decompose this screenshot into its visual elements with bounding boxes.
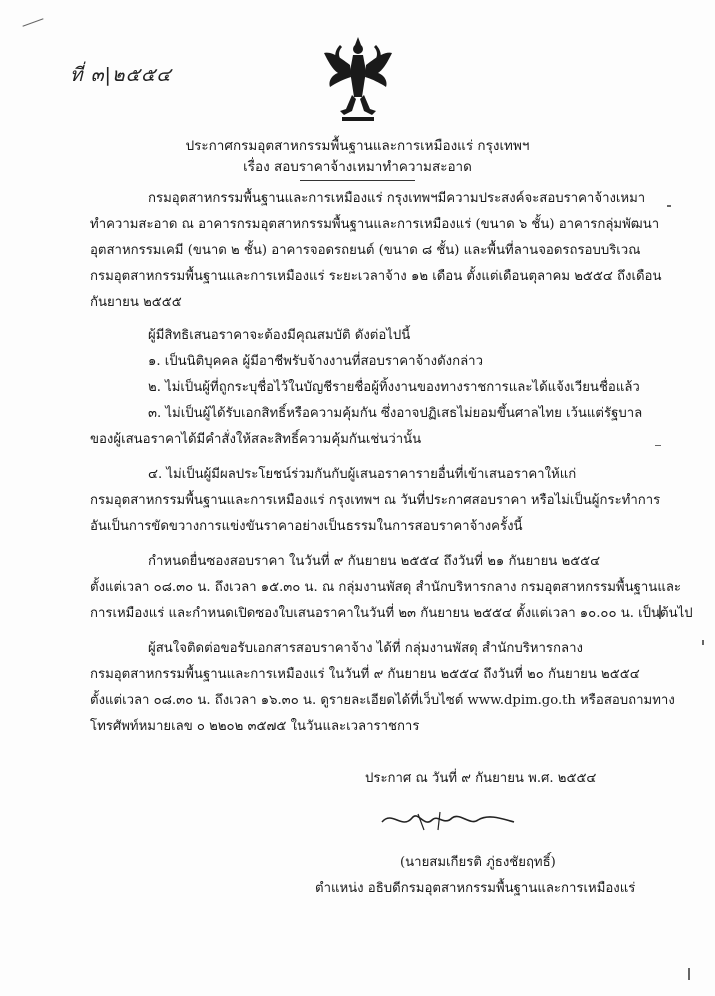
scan-mark bbox=[688, 968, 690, 980]
announcement-date: ประกาศ ณ วันที่ ๙ กันยายน พ.ศ. ๒๕๕๔ bbox=[365, 771, 597, 786]
submission-paragraph-cont: การเหมืองแร่ และกำหนดเปิดซองใบเสนอราคาในวันที่ ๒๓ กันยายน ๒๕๕๔ ตั้งแต่เวลา ๑๐.๐๐ น. เป็นต้นไป bbox=[90, 606, 693, 621]
contact-paragraph-cont: ตั้งแต่เวลา ๐๘.๓๐ น. ถึงเวลา ๑๖.๓๐ น. ดูรายละเอียดได้ที่เว็บไซต์ www.dpim.go.th หรือสอบถามทาง bbox=[90, 693, 675, 708]
qualification-3: ๓. ไม่เป็นผู้ได้รับเอกสิทธิ์หรือความคุ้มกัน ซึ่งอาจปฏิเสธไม่ยอมขึ้นศาลไทย เว้นแต่รัฐบาล bbox=[148, 406, 643, 421]
handwritten-document-number: ที่ ๓|๒๕๕๔ bbox=[70, 64, 172, 86]
qualification-4-cont: อันเป็นการขัดขวางการแข่งขันราคาอย่างเป็นธรรมในการสอบราคาจ้างครั้งนี้ bbox=[90, 519, 523, 534]
qualification-3-cont: ของผู้เสนอราคาได้มีคำสั่งให้สละสิทธิ์ความคุ้มกันเช่นว่านั้น bbox=[90, 432, 422, 447]
contact-paragraph-cont: กรมอุตสาหกรรมพื้นฐานและการเหมืองแร่ ในวันที่ ๙ กันยายน ๒๕๕๔ ถึงวันที่ ๒๐ กันยายน ๒๕๕๔ bbox=[90, 667, 640, 682]
garuda-emblem-icon bbox=[320, 35, 396, 123]
signature-icon bbox=[378, 800, 518, 840]
intro-line: อุตสาหกรรมเคมี (ขนาด ๒ ชั้น) อาคารจอดรถยนต์ (ขนาด ๘ ชั้น) และพื้นที่ลานจอดรถรอบบริเวณ bbox=[90, 243, 641, 258]
qualifications-heading: ผู้มีสิทธิเสนอราคาจะต้องมีคุณสมบัติ ดังต่อไปนี้ bbox=[148, 328, 411, 343]
scan-mark bbox=[702, 640, 704, 645]
intro-line: กรมอุตสาหกรรมพื้นฐานและการเหมืองแร่ ระยะเวลาจ้าง ๑๒ เดือน ตั้งแต่เดือนตุลาคม ๒๕๕๔ ถึงเดือน bbox=[90, 269, 662, 284]
title-divider bbox=[300, 180, 415, 181]
scan-mark bbox=[655, 445, 661, 446]
signer-name: (นายสมเกียรติ ภู่ธงชัยฤทธิ์) bbox=[400, 855, 556, 870]
signer-title: ตำแหน่ง อธิบดีกรมอุตสาหกรรมพื้นฐานและการเหมืองแร่ bbox=[315, 881, 636, 896]
qualification-1: ๑. เป็นนิติบุคคล ผู้มีอาชีพรับจ้างงานที่สอบราคาจ้างดังกล่าว bbox=[148, 354, 483, 369]
intro-line: กันยายน ๒๕๕๕ bbox=[90, 295, 182, 310]
submission-paragraph: กำหนดยื่นซองสอบราคา ในวันที่ ๙ กันยายน ๒๕๕๔ ถึงวันที่ ๒๑ กันยายน ๒๕๕๔ bbox=[148, 554, 601, 569]
qualification-2: ๒. ไม่เป็นผู้ที่ถูกระบุชื่อไว้ในบัญชีรายชื่อผู้ทิ้งงานของทางราชการและได้แจ้งเวียนชื่อแล้ว bbox=[148, 380, 640, 395]
qualification-4: ๔. ไม่เป็นผู้มีผลประโยชน์ร่วมกันกับผู้เสนอราคารายอื่นที่เข้าเสนอราคาให้แก่ bbox=[148, 467, 577, 482]
intro-line: ทำความสะอาด ณ อาคารกรมอุตสาหกรรมพื้นฐานและการเหมืองแร่ (ขนาด ๖ ชั้น) อาคารกลุ่มพัฒนา bbox=[90, 217, 660, 232]
submission-paragraph-cont: ตั้งแต่เวลา ๐๘.๓๐ น. ถึงเวลา ๑๕.๓๐ น. ณ กลุ่มงานพัสดุ สำนักบริหารกลาง กรมอุตสาหกรรมพื้นฐานและ bbox=[90, 580, 681, 595]
scan-mark bbox=[22, 18, 43, 26]
announcement-subject: เรื่อง สอบราคาจ้างเหมาทำความสะอาด bbox=[243, 159, 472, 175]
qualification-4-cont: กรมอุตสาหกรรมพื้นฐานและการเหมืองแร่ กรุงเทพฯ ณ วันที่ประกาศสอบราคา หรือไม่เป็นผู้กระทำการ bbox=[90, 493, 661, 508]
contact-paragraph-cont: โทรศัพท์หมายเลข ๐ ๒๒๐๒ ๓๕๗๕ ในวันและเวลาราชการ bbox=[90, 719, 420, 734]
contact-paragraph: ผู้สนใจติดต่อขอรับเอกสารสอบราคาจ้าง ได้ที่ กลุ่มงานพัสดุ สำนักบริหารกลาง bbox=[148, 641, 583, 656]
intro-line: กรมอุตสาหกรรมพื้นฐานและการเหมืองแร่ กรุงเทพฯมีความประสงค์จะสอบราคาจ้างเหมา bbox=[148, 191, 646, 206]
announcement-title: ประกาศกรมอุตสาหกรรมพื้นฐานและการเหมืองแร่ กรุงเทพฯ bbox=[185, 138, 530, 154]
scan-mark bbox=[667, 205, 671, 207]
